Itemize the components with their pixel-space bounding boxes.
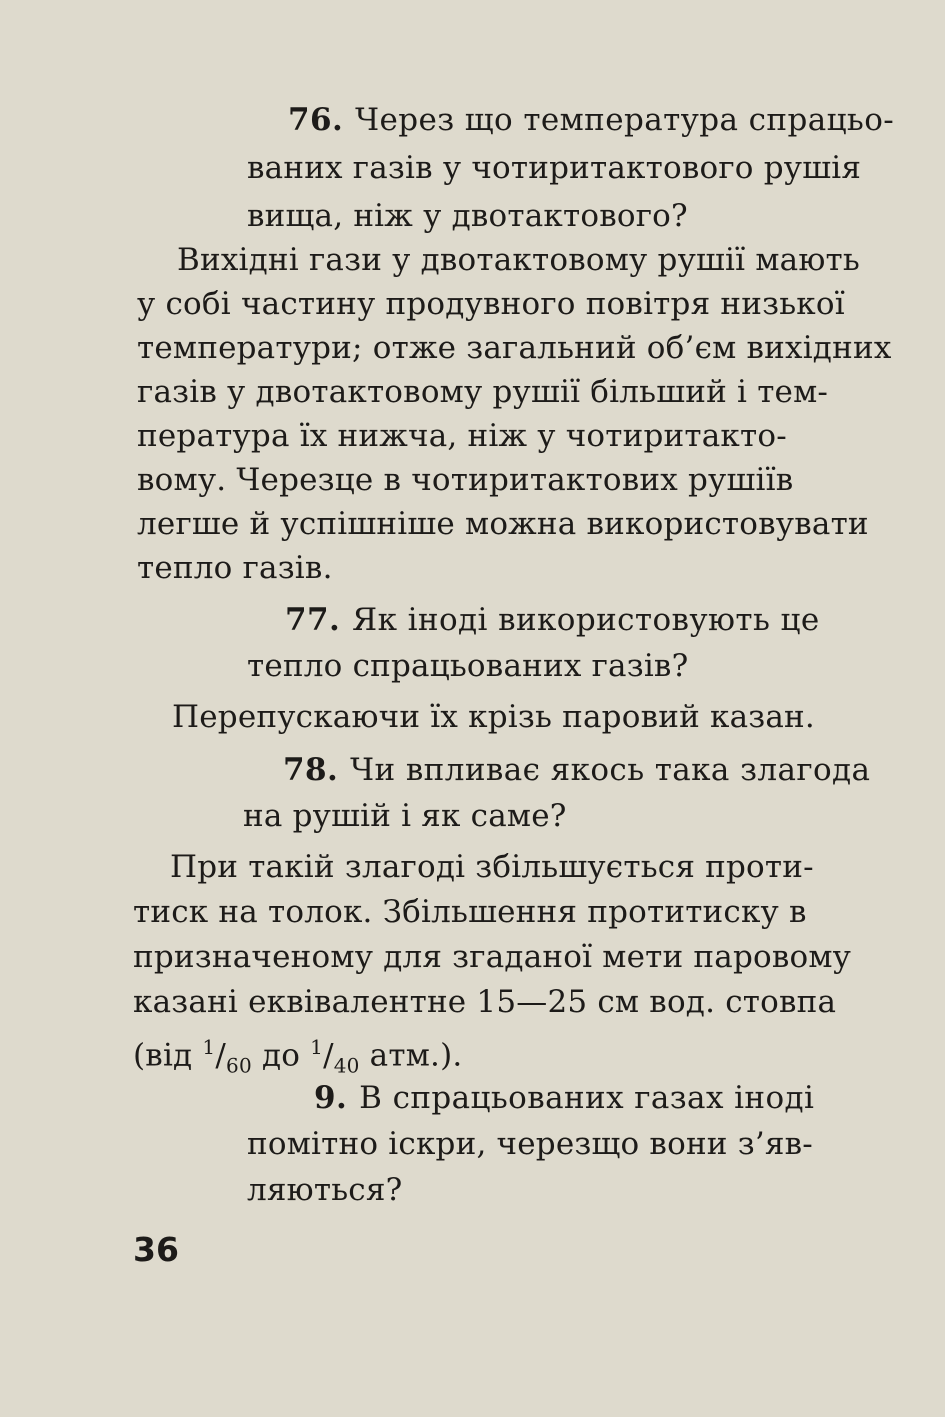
answer-78-line-2: тиск на толок. Збільшення протитиску в (133, 894, 807, 930)
page-number: 36 (133, 1230, 179, 1269)
answer-77-line-1: Перепускаючи їх крізь паровий казан. (172, 699, 815, 735)
answer-78-line-4: казані еквівалентне 15—25 см вод. стовпа (133, 984, 837, 1020)
answer-76-line-7: легше й успішніше можна використовувати (137, 506, 869, 542)
fraction-one-sixtieth: $^1/_{60}$ (202, 1035, 252, 1078)
answer-76-line-2: у собі частину продувного повітря низької (137, 286, 845, 322)
fraction-one-fortieth: $^1/_{40}$ (310, 1035, 360, 1078)
answer-76-line-6: вому. Черезце в чотиритактових рушіїв (137, 462, 794, 498)
question-77-line-1: 77. Як іноді використовують це (285, 602, 820, 638)
question-79-line-2: помітно іскри, черезщо вони з’яв- (247, 1126, 813, 1162)
question-77-number: 77. (285, 602, 341, 638)
answer-76-line-1: Вихідні гази у двотактовому рушії мають (177, 242, 860, 278)
question-76-line-1: 76. Через що температура спрацьо- (288, 102, 895, 138)
question-76-line-2: ваних газів у чотиритактового рушія (247, 150, 862, 186)
question-77-line-2: тепло спрацьованих газів? (247, 648, 689, 684)
question-78-line-2: на рушій і як саме? (243, 798, 567, 834)
answer-76-line-4: газів у двотактовому рушії більший і тем- (137, 374, 829, 410)
question-79-number: 9. (314, 1080, 348, 1116)
question-76-number: 76. (288, 102, 344, 138)
question-78-number: 78. (283, 752, 339, 788)
answer-76-line-3: температури; отже загальний об’єм вихідних (137, 330, 892, 366)
answer-78-line-5: (від $^1/_{60}$ до $^1/_{40}$ атм.). (133, 1027, 462, 1086)
answer-76-line-8: тепло газів. (137, 550, 333, 586)
answer-78-line-1: При такій злагоді збільшується проти- (170, 849, 814, 885)
answer-76-line-5: пература їх нижча, ніж у чотиритакто- (137, 418, 787, 454)
question-76-line-3: вища, ніж у двотактового? (247, 198, 688, 234)
question-79-line-1: 9. В спрацьованих газах іноді (314, 1080, 815, 1116)
answer-78-line-3: призначеному для згаданої мети паровому (133, 939, 852, 975)
question-78-line-1: 78. Чи впливає якось така злагода (283, 752, 871, 788)
question-79-line-3: ляються? (247, 1172, 403, 1208)
